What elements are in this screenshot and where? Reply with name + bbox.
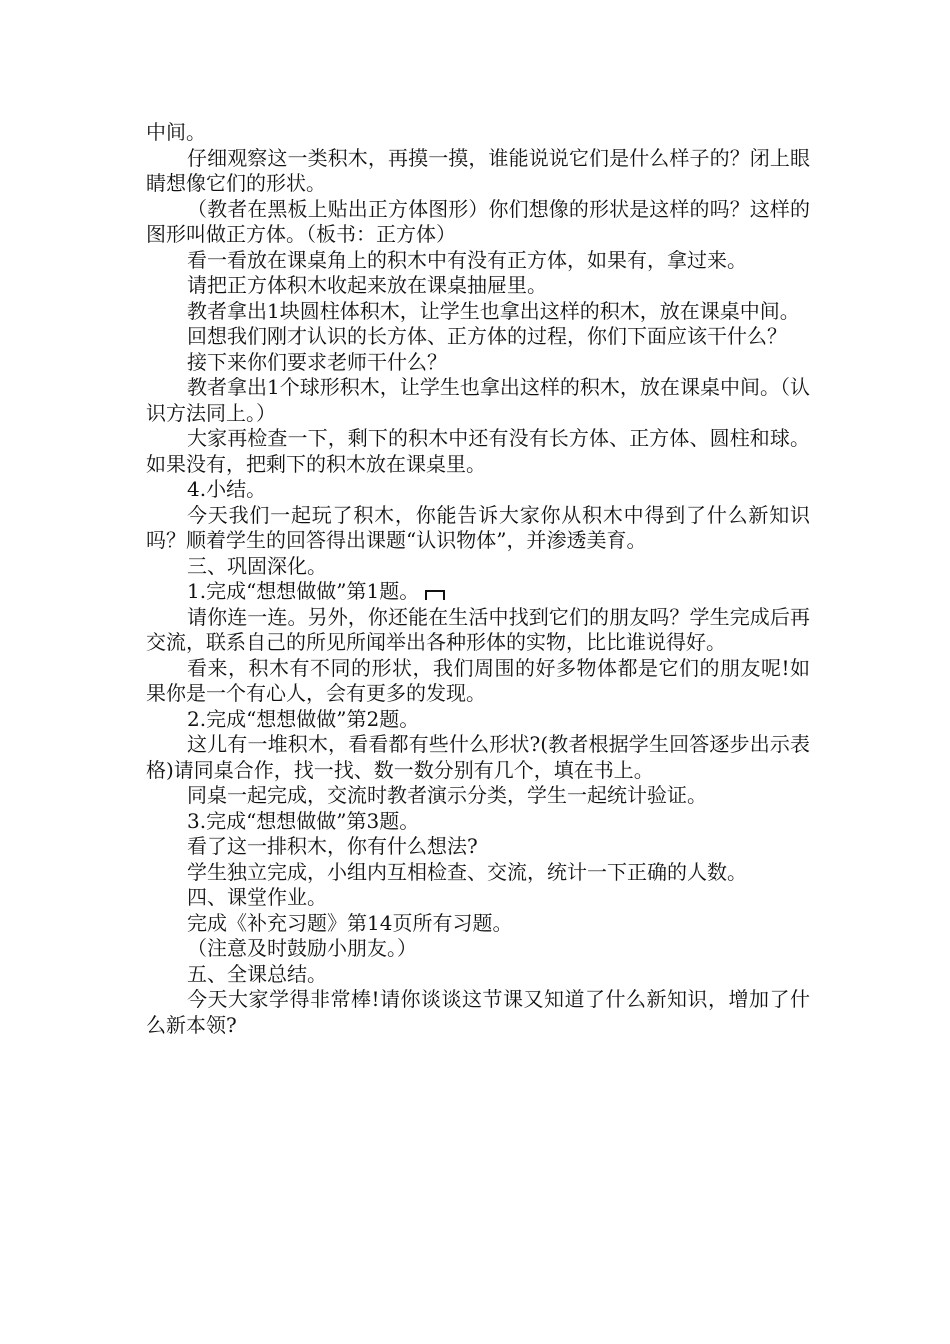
exercise-line: 3.完成“想想做做”第3题。: [187, 808, 420, 833]
section-heading: 五、全课总结。: [187, 961, 327, 986]
paragraph: 看了这一排积木，你有什么想法?: [187, 834, 478, 858]
exercise-line: 2.完成“想想做做”第2题。: [187, 706, 420, 731]
paragraph: 回想我们刚才认识的长方体、正方体的过程，你们下面应该干什么？: [187, 324, 787, 348]
paragraph: 今天我们一起玩了积木，你能告诉大家你从积木中得到了什么新知识吗？顺着学生的回答得出课题“认识物体”，并渗透美育。: [146, 502, 810, 552]
paragraph: 这儿有一堆积木，看看都有些什么形状?(教者根据学生回答逐步出示表格)请同桌合作，找一找、数一数分别有几个，填在书上。: [146, 732, 810, 782]
paragraph: （注意及时鼓励小朋友。）: [187, 936, 417, 960]
paragraph: 看一看放在课桌角上的积木中有没有正方体，如果有，拿过来。: [187, 247, 747, 272]
section-heading: 四、课堂作业。: [187, 885, 327, 909]
paragraph: 请把正方体积木收起来放在课桌抽屉里。: [187, 273, 547, 297]
paragraph: 学生独立完成，小组内互相检查、交流，统计一下正确的人数。: [187, 859, 747, 884]
paragraph: 仔细观察这一类积木，再摸一摸，谁能说说它们是什么样子的？闭上眼睛想像它们的形状。: [146, 145, 810, 195]
paragraph: 接下来你们要求老师干什么？: [187, 349, 447, 374]
paragraph: 看来，积木有不同的形状，我们周围的好多物体都是它们的朋友呢!如果你是一个有心人，会有更多的发现。: [146, 655, 810, 705]
section-heading: 三、巩固深化。: [187, 553, 327, 578]
paragraph: 教者拿出1块圆柱体积木，让学生也拿出这样的积木，放在课桌中间。: [187, 298, 800, 323]
paragraph: 今天大家学得非常棒!请你谈谈这节课又知道了什么新知识，增加了什么新本领?: [146, 987, 810, 1037]
paragraph: （教者在黑板上贴出正方体图形）你们想像的形状是这样的吗？这样的图形叫做正方体。（板书：正方体）: [146, 196, 810, 246]
paragraph: 请你连一连。另外，你还能在生活中找到它们的朋友吗？学生完成后再交流，联系自己的所见所闻举出各种形体的实物，比比谁说得好。: [146, 604, 810, 654]
exercise-text: 1.完成“想想做做”第1题。: [187, 579, 420, 603]
paragraph: 中间。: [146, 120, 206, 144]
document-page: [146, 120, 810, 1038]
exercise-line: [146, 579, 810, 605]
paragraph: 完成《补充习题》第14页所有习题。: [187, 910, 513, 935]
inline-mark-icon: [425, 590, 445, 600]
paragraph: 教者拿出1个球形积木，让学生也拿出这样的积木，放在课桌中间。（认识方法同上。）: [146, 375, 810, 425]
section-heading: 4.小结。: [187, 477, 267, 501]
paragraph: 同桌一起完成，交流时教者演示分类，学生一起统计验证。: [187, 783, 707, 807]
paragraph: 大家再检查一下，剩下的积木中还有没有长方体、正方体、圆柱和球。如果没有，把剩下的积木放在课桌里。: [146, 426, 810, 476]
